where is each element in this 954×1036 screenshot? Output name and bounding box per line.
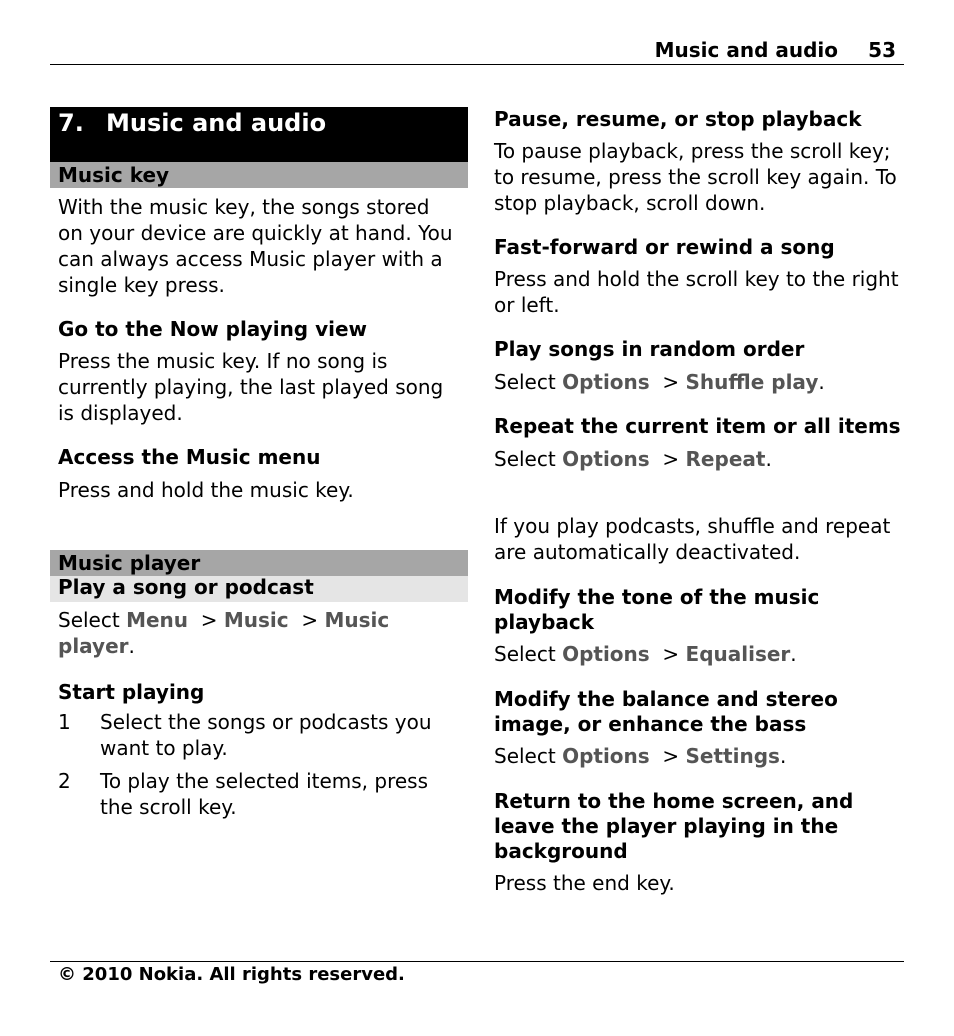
heading-start-playing: Start playing: [58, 680, 205, 704]
header-section-title: Music and audio: [654, 38, 838, 62]
page-footer: [50, 961, 904, 987]
pause-text: To pause playback, press the scroll key; to resume, press the scroll key again. To stop playback, scroll down.: [494, 139, 897, 215]
select-word: Select: [58, 608, 120, 632]
step-number: 1: [58, 710, 71, 734]
menu-item-music: Music: [223, 608, 289, 632]
fast-forward-text: Press and hold the scroll key to the right or left.: [494, 267, 899, 317]
page-number: 53: [868, 38, 896, 62]
menu-item-music-player: Music player: [58, 608, 390, 658]
chapter-title: [50, 107, 468, 162]
heading-now-playing: Go to the Now playing view: [58, 317, 368, 341]
menu-item-options: Options: [562, 642, 650, 666]
step-text: Select the songs or podcasts you want to play.: [100, 710, 432, 760]
select-word: Select: [494, 744, 556, 768]
menu-item-settings: Settings: [685, 744, 780, 768]
heading-home-screen: Return to the home screen, and leave the player playing in the background: [494, 789, 854, 863]
music-key-intro: With the music key, the songs stored on your device are quickly at hand. You can always access Music player with a single key press.: [58, 195, 453, 297]
select-word: Select: [494, 642, 556, 666]
list-item: [58, 709, 460, 761]
heading-music-menu: Access the Music menu: [58, 445, 321, 469]
section-music-key: Music key: [50, 162, 468, 188]
section-music-player: Music player: [50, 550, 468, 576]
heading-random-order: Play songs in random order: [494, 337, 805, 361]
menu-item-options: Options: [562, 447, 650, 471]
tone-text: Select Options > Equaliser.: [494, 642, 797, 666]
right-column: [494, 107, 904, 896]
select-word: Select: [494, 370, 556, 394]
select-word: Select: [494, 447, 556, 471]
podcast-note: If you play podcasts, shuffle and repeat are automatically deactivated.: [494, 514, 891, 564]
now-playing-text: Press the music key. If no song is currently playing, the last played song is displayed.: [58, 349, 444, 425]
home-screen-text: Press the end key.: [494, 871, 675, 895]
music-menu-text: Press and hold the music key.: [58, 478, 354, 502]
menu-item-options: Options: [562, 370, 650, 394]
heading-tone: Modify the tone of the music playback: [494, 585, 820, 634]
copyright: © 2010 Nokia. All rights reserved.: [58, 964, 405, 985]
subsection-play-song: Play a song or podcast: [50, 576, 468, 602]
chapter-number: 7.: [58, 109, 84, 137]
step-number: 2: [58, 769, 71, 793]
chapter-title-text: Music and audio: [106, 109, 327, 137]
step-text: To play the selected items, press the scroll key.: [100, 769, 429, 819]
page-header: [50, 36, 904, 65]
select-menu-path: Select Menu > Music > Music player.: [58, 608, 390, 658]
menu-item-repeat: Repeat: [685, 447, 766, 471]
heading-fast-forward: Fast-forward or rewind a song: [494, 235, 835, 259]
list-item: [58, 768, 460, 820]
menu-item-options: Options: [562, 744, 650, 768]
random-order-text: Select Options > Shuffle play.: [494, 370, 825, 394]
menu-item-equaliser: Equaliser: [685, 642, 791, 666]
steps-list: [58, 709, 460, 820]
heading-balance: Modify the balance and stereo image, or enhance the bass: [494, 687, 838, 736]
menu-item-shuffle: Shuffle play: [685, 370, 819, 394]
balance-text: Select Options > Settings.: [494, 744, 787, 768]
repeat-text: Select Options > Repeat.: [494, 447, 772, 471]
menu-item-menu: Menu: [126, 608, 189, 632]
left-column: [50, 107, 468, 820]
heading-repeat: Repeat the current item or all items: [494, 414, 901, 438]
heading-pause: Pause, resume, or stop playback: [494, 107, 862, 131]
